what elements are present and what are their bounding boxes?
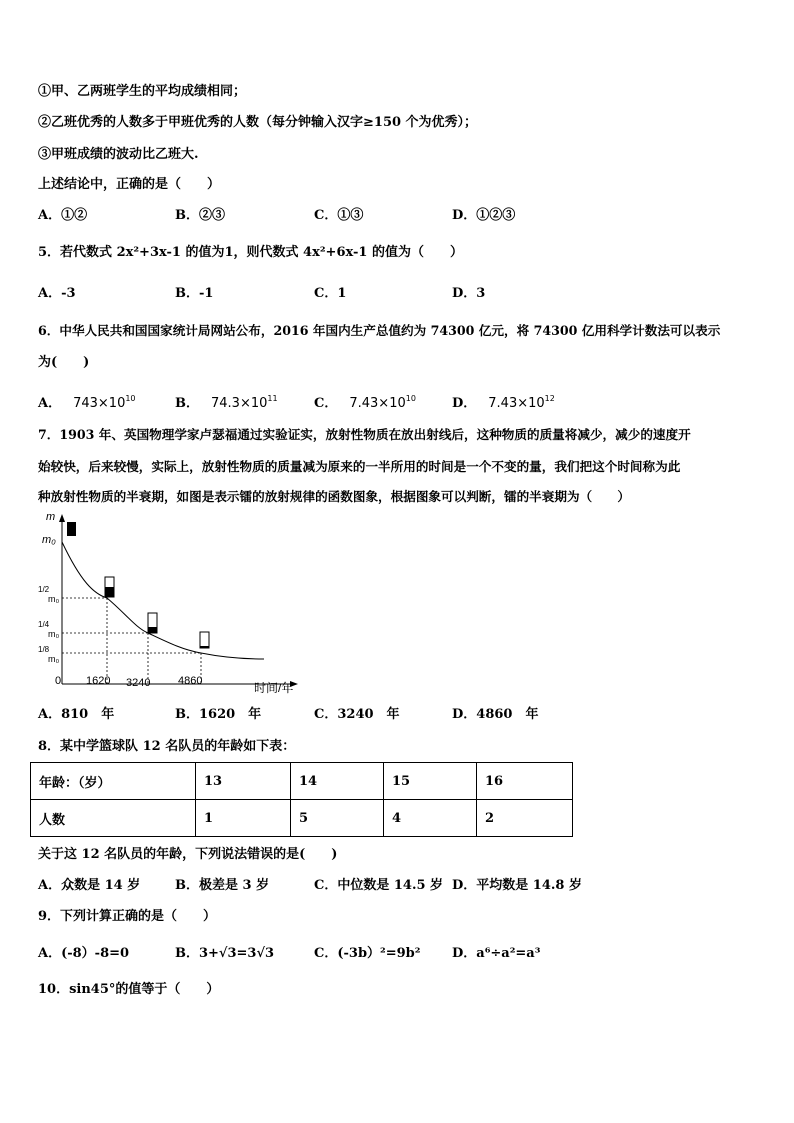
decay-curve xyxy=(62,542,264,659)
q7-option-b: B．1620 年 xyxy=(175,707,262,722)
y-tick-half-frac: 1/2 xyxy=(38,585,50,594)
table-row xyxy=(31,800,573,837)
table-cell: 4 xyxy=(384,800,477,837)
q8-option-c: C．中位数是 14.5 岁 xyxy=(314,878,444,893)
q5-option-d: D．3 xyxy=(452,286,486,301)
y-axis-arrow-icon xyxy=(59,514,65,522)
table-cell: 16 xyxy=(477,763,573,800)
sample-eighth xyxy=(200,632,209,648)
q7-stem-line2: 始较快，后来较慢，实际上，放射性物质的质量减为原来的一半所用的时间是一个不变的量，我们把这个时间称为此 xyxy=(38,459,681,474)
q7-option-d: D．4860 年 xyxy=(452,707,539,722)
table-cell: 14 xyxy=(291,763,384,800)
table-cell: 13 xyxy=(196,763,291,800)
q4-option-a: A．①② xyxy=(38,208,88,223)
y-tick-quarter-m: m₀ xyxy=(48,629,60,639)
y-tick-m0: m₀ xyxy=(42,534,56,546)
q5-option-a: A．-3 xyxy=(38,286,76,301)
q8-stem: 8．某中学篮球队 12 名队员的年龄如下表： xyxy=(38,739,296,754)
statement-1: ①甲、乙两班学生的平均成绩相同； xyxy=(38,84,247,99)
table-row xyxy=(31,763,573,800)
q6-option-d-base: 7.43×10 xyxy=(488,396,545,411)
q9-option-d: D．a⁶÷a²=a³ xyxy=(452,946,541,961)
q10-stem: 10．sin45°的值等于（ ） xyxy=(38,982,220,997)
q6-stem-line2: 为( ) xyxy=(38,355,90,370)
sample-quarter xyxy=(148,613,157,633)
q8-option-b: B．极差是 3 岁 xyxy=(175,878,270,893)
q7-option-a: A．810 年 xyxy=(38,707,115,722)
q8-option-d: D．平均数是 14.8 岁 xyxy=(452,878,582,893)
sample-half xyxy=(105,577,114,597)
q6-option-b-label: B． xyxy=(175,396,199,411)
q6-option-d-exp: 12 xyxy=(544,394,555,403)
q4-option-d: D．①②③ xyxy=(452,208,516,223)
q6-option-c xyxy=(314,390,416,413)
q9-option-a: A．(-8）-8=0 xyxy=(38,946,130,961)
x-tick-1620: 1620 xyxy=(86,675,111,687)
y-tick-quarter-frac: 1/4 xyxy=(38,620,50,629)
x-tick-4860: 4860 xyxy=(178,675,203,687)
q6-option-c-exp: 10 xyxy=(405,394,416,403)
q4-option-b: B．②③ xyxy=(175,208,225,223)
q6-option-b-base: 74.3×10 xyxy=(211,396,268,411)
y-tick-eighth-m: m₀ xyxy=(48,654,60,664)
q9-stem: 9．下列计算正确的是（ ） xyxy=(38,909,217,924)
q6-option-b-exp: 11 xyxy=(267,394,278,403)
q9-option-b: B．3+√3=3√3 xyxy=(175,946,275,961)
q9-option-c: C．(-3b）²=9b² xyxy=(314,946,421,961)
q4-option-c: C．①③ xyxy=(314,208,364,223)
x-axis-label: 时间/年 xyxy=(254,681,294,695)
q6-option-d-label: D． xyxy=(452,396,477,411)
q7-option-c: C．3240 年 xyxy=(314,707,400,722)
q6-option-a-base: 743×10 xyxy=(73,396,126,411)
y-tick-eighth-frac: 1/8 xyxy=(38,645,50,654)
q6-option-a-exp: 10 xyxy=(125,394,136,403)
q5-option-b: B．-1 xyxy=(175,286,214,301)
q6-option-b xyxy=(175,390,278,413)
table-cell: 人数 xyxy=(31,800,196,837)
table-cell: 年龄：（岁） xyxy=(31,763,196,800)
table-cell: 2 xyxy=(477,800,573,837)
statement-2: ②乙班优秀的人数多于甲班优秀的人数（每分钟输入汉字≥150 个为优秀）； xyxy=(38,115,478,130)
age-table xyxy=(30,762,573,837)
q8-option-a: A．众数是 14 岁 xyxy=(38,878,141,893)
table-cell: 5 xyxy=(291,800,384,837)
q8-prompt: 关于这 12 名队员的年龄，下列说法错误的是( ) xyxy=(38,847,338,862)
q6-stem-line1: 6．中华人民共和国国家统计局网站公布，2016 年国内生产总值约为 74300 亿元，将 74300 亿用科学计数法可以表示 xyxy=(38,323,721,338)
q7-stem-line3: 种放射性物质的半衰期，如图是表示镭的放射规律的函数图象，根据图象可以判断，镭的半衰期为（ ） xyxy=(38,489,630,504)
origin-label: 0 xyxy=(55,675,62,687)
q6-option-a xyxy=(38,390,136,413)
x-tick-3240: 3240 xyxy=(126,677,151,689)
q7-stem-line1: 7．1903 年、英国物理学家卢瑟福通过实验证实，放射性物质在放出射线后，这种物质的质量将减少，减少的速度开 xyxy=(38,427,691,442)
statement-3: ③甲班成绩的波动比乙班大. xyxy=(38,147,199,162)
table-cell: 1 xyxy=(196,800,291,837)
y-tick-half-m: m₀ xyxy=(48,594,60,604)
q5-stem: 5．若代数式 2x²+3x-1 的值为1，则代数式 4x²+6x-1 的值为（ ） xyxy=(38,245,463,260)
guide-lines xyxy=(62,598,201,684)
q6-option-d xyxy=(452,390,555,413)
sample-full xyxy=(67,522,76,536)
q5-option-c: C．1 xyxy=(314,286,347,301)
q6-option-a-label: A． xyxy=(38,396,62,411)
table-cell: 15 xyxy=(384,763,477,800)
q4-prompt: 上述结论中，正确的是（ ） xyxy=(38,177,221,192)
y-axis-label: m xyxy=(46,512,56,523)
q6-option-c-base: 7.43×10 xyxy=(349,396,406,411)
q6-option-c-label: C． xyxy=(314,396,338,411)
radium-decay-graph xyxy=(36,512,306,697)
